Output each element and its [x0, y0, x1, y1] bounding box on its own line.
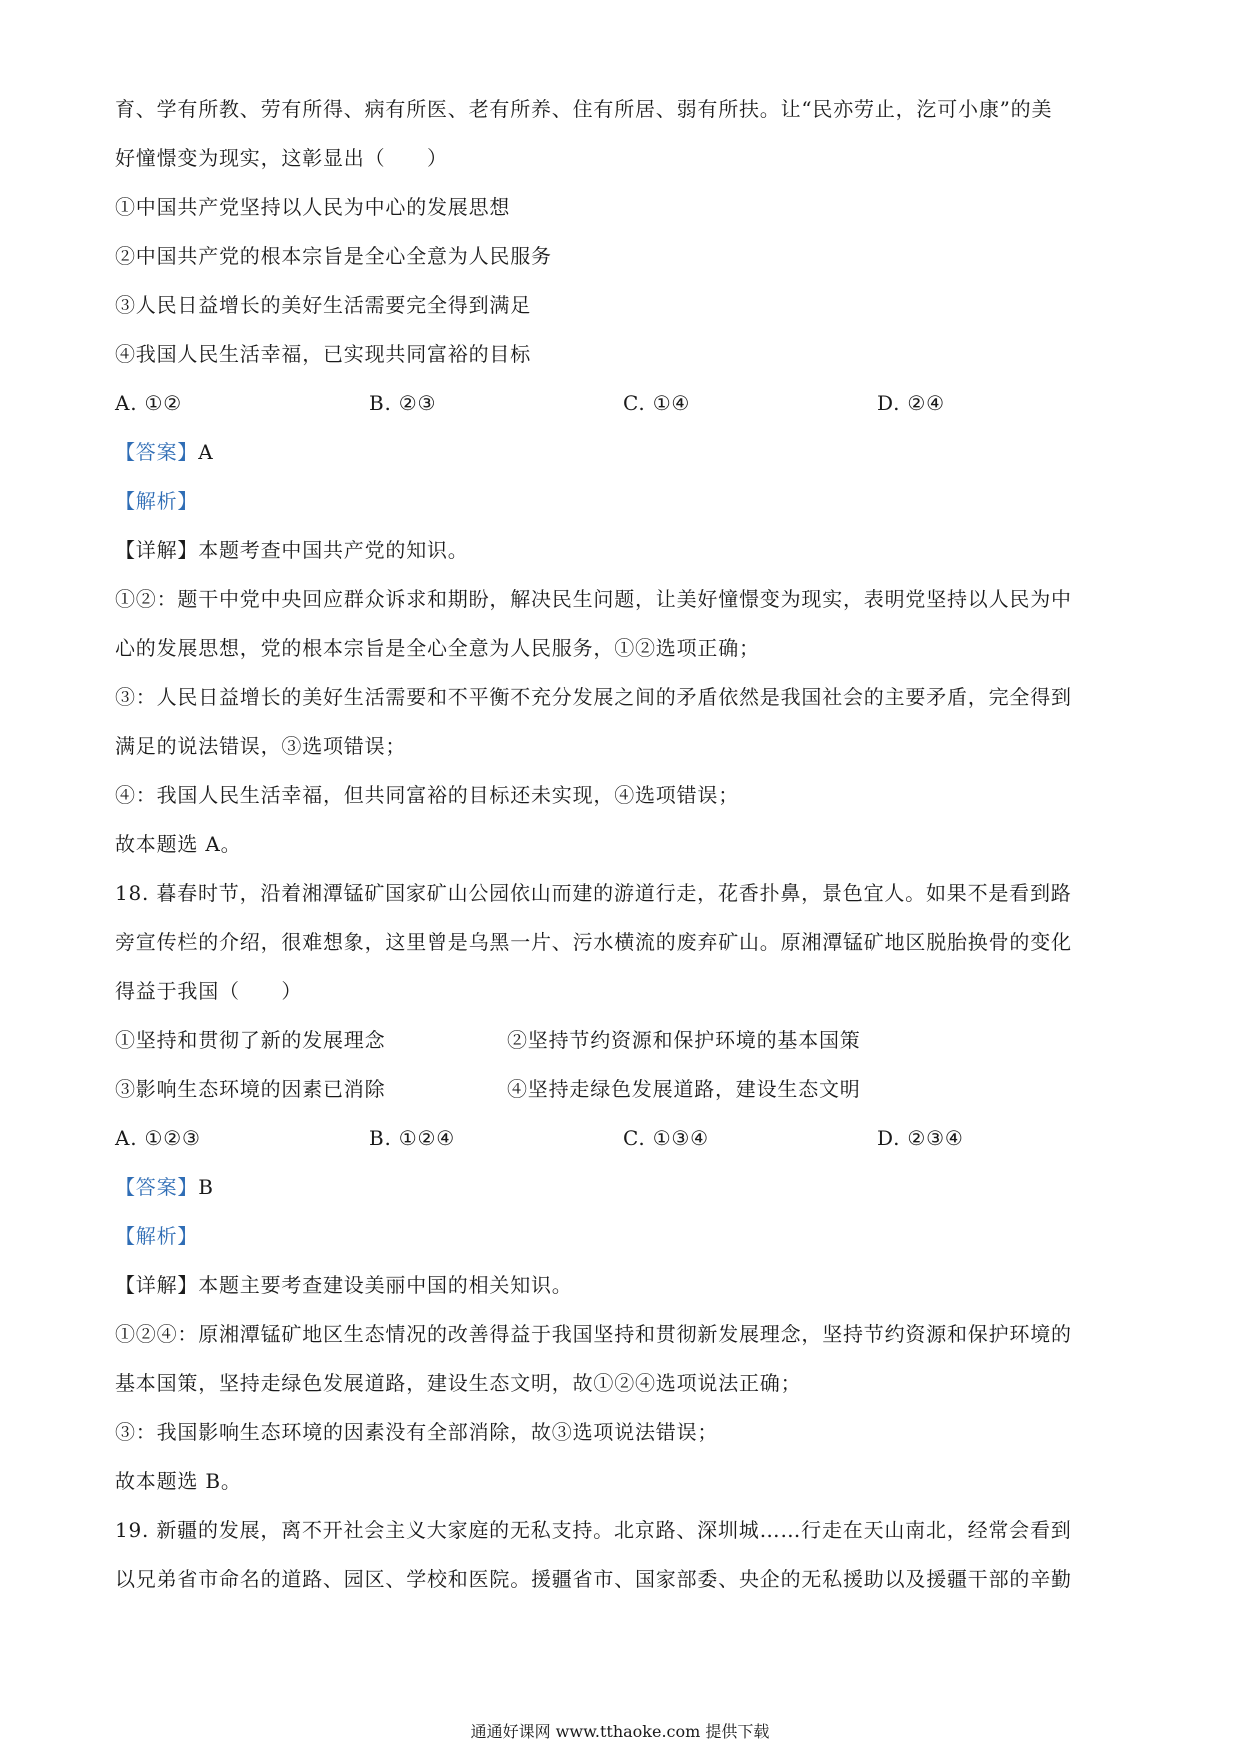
q18-detail-1: 【详解】本题主要考查建设美丽中国的相关知识。	[115, 1273, 573, 1297]
q18-options	[115, 1124, 1135, 1152]
q18-detail-3: 基本国策，坚持走绿色发展道路，建设生态文明，故①②④选项说法正确；	[115, 1371, 802, 1395]
page-footer: 通通好课网 www.tthaoke.com 提供下载	[470, 1722, 770, 1741]
q19-stem-line-2: 以兄弟省市命名的道路、园区、学校和医院。援疆省市、国家部委、央企的无私援助以及援疆干部的辛勤	[115, 1567, 1072, 1591]
q18-statement-1: ①坚持和贯彻了新的发展理念	[115, 1028, 386, 1052]
q19-stem-line-1: 19. 新疆的发展，离不开社会主义大家庭的无私支持。北京路、深圳城……行走在天山南北，经常会看到	[115, 1518, 1072, 1542]
q17-detail-7: 故本题选 A。	[115, 832, 242, 856]
q18-option-c: C. ①③④	[623, 1126, 709, 1150]
q17-detail-4: ③：人民日益增长的美好生活需要和不平衡不充分发展之间的矛盾依然是我国社会的主要矛盾，完全得到	[115, 685, 1072, 709]
q18-option-b: B. ①②④	[369, 1126, 456, 1150]
q17-options	[115, 389, 1135, 417]
q17-detail-1: 【详解】本题考查中国共产党的知识。	[115, 538, 469, 562]
q18-detail-4: ③：我国影响生态环境的因素没有全部消除，故③选项说法错误；	[115, 1420, 719, 1444]
q18-answer-label: 【答案】	[115, 1175, 199, 1199]
q18-stem-line-1: 18. 暮春时节，沿着湘潭锰矿国家矿山公园依山而建的游道行走，花香扑鼻，景色宜人。如果不是看到路	[115, 881, 1072, 905]
q18-statement-4: ④坚持走绿色发展道路，建设生态文明	[507, 1077, 861, 1101]
q18-stem-line-2: 旁宣传栏的介绍，很难想象，这里曾是乌黑一片、污水横流的废弃矿山。原湘潭锰矿地区脱胎换骨的变化	[115, 930, 1072, 954]
q18-statements-row-1	[115, 1026, 1135, 1054]
q18-detail-5: 故本题选 B。	[115, 1469, 242, 1493]
q17-answer-label: 【答案】	[115, 440, 199, 464]
q17-stem-line-2: 好憧憬变为现实，这彰显出（ ）	[115, 146, 448, 170]
q17-option-b: B. ②③	[369, 391, 437, 415]
q18-option-a: A. ①②③	[115, 1126, 201, 1150]
q17-analysis-label: 【解析】	[115, 489, 199, 513]
q18-statement-3: ③影响生态环境的因素已消除	[115, 1077, 386, 1101]
q17-answer	[115, 438, 1135, 466]
q18-statements-row-2	[115, 1075, 1135, 1103]
q18-stem-line-3: 得益于我国（ ）	[115, 979, 303, 1003]
document-page	[115, 95, 1135, 1614]
q17-stem-line-1: 育、学有所教、劳有所得、病有所医、老有所养、住有所居、弱有所扶。让“民亦劳止，汔可小康”的美	[115, 97, 1053, 121]
q17-statement-1: ①中国共产党坚持以人民为中心的发展思想	[115, 195, 511, 219]
q18-answer	[115, 1173, 1135, 1201]
q18-statement-2: ②坚持节约资源和保护环境的基本国策	[507, 1028, 861, 1052]
q17-statement-3: ③人民日益增长的美好生活需要完全得到满足	[115, 293, 531, 317]
q17-option-c: C. ①④	[623, 391, 691, 415]
q17-statement-2: ②中国共产党的根本宗旨是全心全意为人民服务	[115, 244, 552, 268]
q18-option-d: D. ②③④	[877, 1126, 964, 1150]
q17-answer-value: A	[198, 440, 214, 464]
q17-option-d: D. ②④	[877, 391, 945, 415]
q17-statement-4: ④我国人民生活幸福，已实现共同富裕的目标	[115, 342, 531, 366]
q17-option-a: A. ①②	[115, 391, 183, 415]
q17-detail-2: ①②：题干中党中央回应群众诉求和期盼，解决民生问题，让美好憧憬变为现实，表明党坚持以人民为中	[115, 587, 1072, 611]
q17-detail-6: ④：我国人民生活幸福，但共同富裕的目标还未实现，④选项错误；	[115, 783, 739, 807]
q18-answer-value: B	[198, 1175, 214, 1199]
q17-detail-3: 心的发展思想，党的根本宗旨是全心全意为人民服务，①②选项正确；	[115, 636, 760, 660]
q18-detail-2: ①②④：原湘潭锰矿地区生态情况的改善得益于我国坚持和贯彻新发展理念，坚持节约资源和保护环境的	[115, 1322, 1072, 1346]
q17-detail-5: 满足的说法错误，③选项错误；	[115, 734, 407, 758]
q18-analysis-label: 【解析】	[115, 1224, 199, 1248]
